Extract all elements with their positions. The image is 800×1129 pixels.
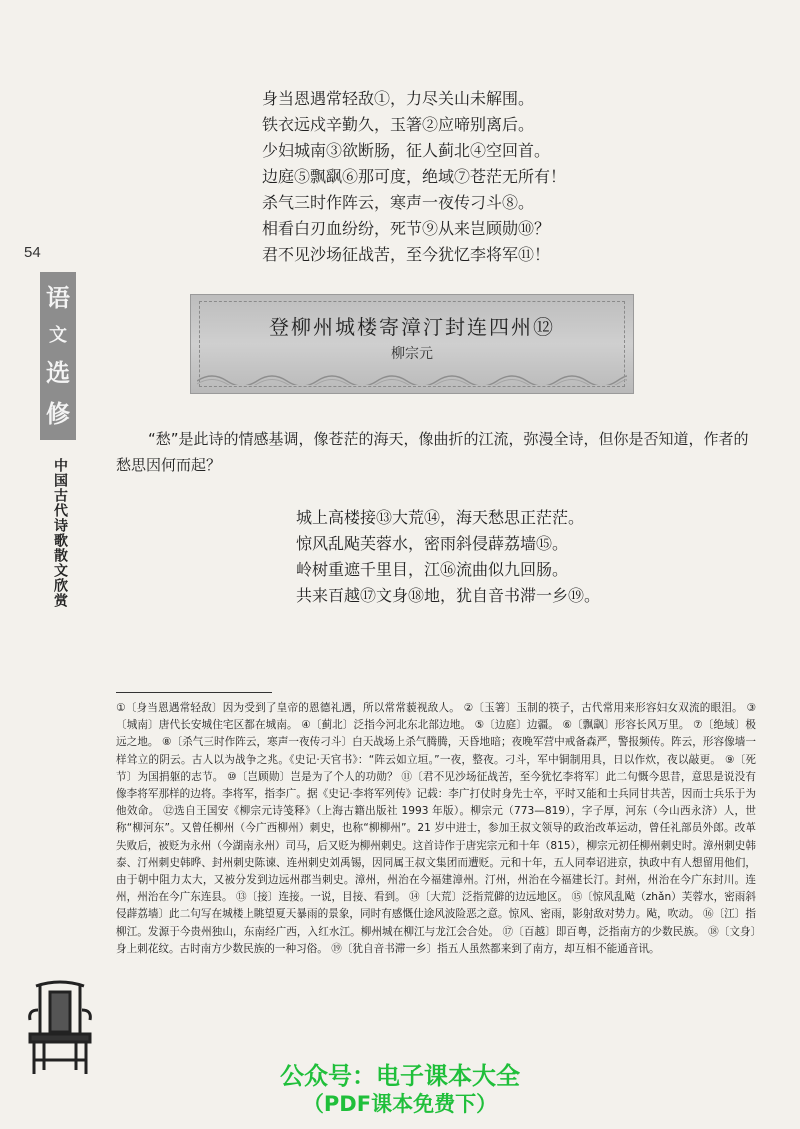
question-paragraph: “愁”是此诗的情感基调，像苍茫的海天，像曲折的江流，弥漫全诗，但你是否知道，作者的愁思因何而起？ xyxy=(116,430,749,474)
poem-line: 少妇城南③欲断肠，征人蓟北④空回首。 xyxy=(262,141,551,160)
side-band xyxy=(40,272,76,440)
poem-line: 相看白刃血纷纷，死节⑨从来岂顾勋⑩？ xyxy=(262,219,551,238)
side-band-char: 修 xyxy=(46,398,70,428)
watermark-line-1: 公众号：电子课本大全 xyxy=(280,1062,520,1090)
poem-line: 君不见沙场征战苦，至今犹忆李将军⑪！ xyxy=(262,245,551,264)
footnotes xyxy=(116,700,756,958)
title-banner xyxy=(190,294,634,394)
poem-block-1 xyxy=(262,86,566,268)
wave-ornament-icon xyxy=(197,369,627,385)
footnote-divider xyxy=(116,692,272,693)
poem-line: 身当恩遇常轻敌①，力尽关山未解围。 xyxy=(262,89,535,108)
poem-line: 惊风乱飐芙蓉水，密雨斜侵薜荔墙⑮。 xyxy=(296,534,569,553)
series-title: 中国古代诗歌散文欣赏 xyxy=(52,458,68,608)
poem-line: 铁衣远戍辛勤久，玉箸②应啼别离后。 xyxy=(262,115,535,134)
poem-line: 边庭⑤飘飖⑥那可度，绝域⑦苍茫无所有！ xyxy=(262,167,567,186)
page-number: 54 xyxy=(24,244,41,261)
poem-author: 柳宗元 xyxy=(391,345,433,361)
poem-block-2 xyxy=(296,505,600,609)
side-band-char: 选 xyxy=(46,358,70,388)
poem-line: 杀气三时作阵云，寒声一夜传刁斗⑧。 xyxy=(262,193,535,212)
watermark-line-2: （PDF课本免费下） xyxy=(302,1092,498,1116)
poem-line: 岭树重遮千里目，江⑯流曲似九回肠。 xyxy=(296,560,569,579)
side-band-char: 语 xyxy=(46,283,70,313)
side-band-char: 文 xyxy=(49,324,67,346)
poem-line: 共来百越⑰文身⑱地，犹自音书滞一乡⑲。 xyxy=(296,586,601,605)
footnotes-text: ①〔身当恩遇常轻敌〕因为受到了皇帝的恩德礼遇，所以常常藐视敌人。 ②〔玉箸〕玉制的筷子，古代常用来形容妇女双流的眼泪。 ③〔城南〕唐代长安城住宅区都在城南。 ④〔蓟北〕泛指今河北东北部边地。 ⑤〔边庭〕边疆。 ⑥〔飘飖〕形容长风万里。 ⑦〔绝域〕极远之地。 ⑧〔杀气三时作阵云，寒声一夜传刁斗〕白天战场上杀气腾腾，天昏地暗；夜晚军营中戒备森严，警报频传。阵云，形容像墙一样耸立的阴云。古人以为战争之兆。《史记·天官书》：“阵云如立垣。”一夜，整夜。刁斗，军中铜制用具，日以作炊，夜以敲更。 ⑨〔死节〕为国捐躯的志节。 ⑩〔岂顾勋〕岂是为了个人的功勋？ ⑪〔君不见沙场征战苦，至今犹忆李将军〕此二句慨今思昔，意思是说没有像李将军那样的边将。李将军，指李广。据《史记·李将军列传》记载：李广打仗时身先士卒，平时又能和士兵同甘共苦，因而士兵乐于为他效命。 ⑫选自王国安《柳宗元诗笺释》（上海古籍出版社 1993 年版）。柳宗元（773—819），字子厚，河东（今山西永济）人，世称“柳河东”。又曾任柳州（今广西柳州）刺史，也称“柳柳州”。21 岁中进士，参加王叔文领导的政治改革运动，曾任礼部员外郎。改革失败后，被贬为永州（今湖南永州）司马，后又贬为柳州刺史。这首诗作于唐宪宗元和十年（815），柳宗元初任柳州刺史时。漳州刺史韩泰、汀州刺史韩晔、封州刺史陈谏、连州刺史刘禹锡，因同属王叔文集团而遭贬。元和十年，五人同奉诏进京，执政中有人想留用他们，由于朝中阻力太大，又被分发到边远州郡当刺史。漳州，州治在今福建漳州。汀州，州治在今福建长汀。封州，州治在今广东封川。连州，州治在今广东连县。 ⑬〔接〕连接。一说，目接、看到。 ⑭〔大荒〕泛指荒僻的边远地区。 ⑮〔惊风乱飐（zhǎn）芙蓉水，密雨斜侵薜荔墙〕此二句写在城楼上眺望夏天暴雨的景象，同时有感慨仕途风波险恶之意。惊风、密雨，影射敌对势力。飐，吹动。 ⑯〔江〕指柳江。发源于今贵州独山，东南经广西，入红水江。柳州城在柳江与龙江会合处。 ⑰〔百越〕即百粤，泛指南方的少数民族。 ⑱〔文身〕身上刺花纹。古时南方少数民族的一种习俗。 ⑲〔犹自音书滞一乡〕指五人虽然都来到了南方，却互相不能通音讯。 xyxy=(116,702,756,955)
poem-line: 城上高楼接⑬大荒⑭，海天愁思正茫茫。 xyxy=(296,508,585,527)
poem-title: 登柳州城楼寄漳汀封连四州⑫ xyxy=(269,315,555,339)
